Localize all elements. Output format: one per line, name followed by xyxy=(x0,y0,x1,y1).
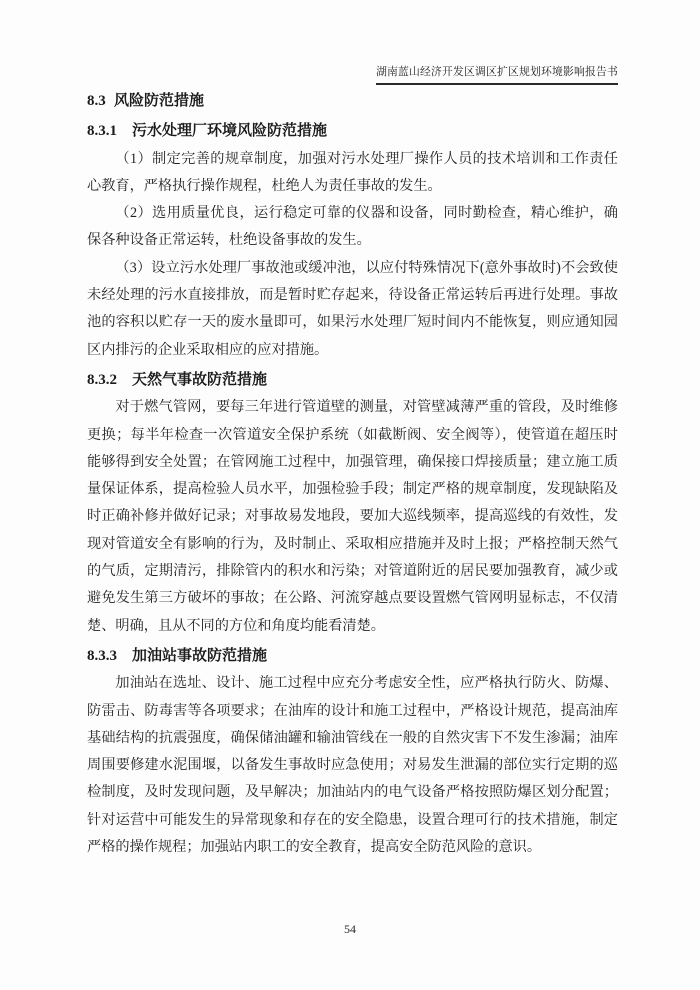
paragraph: （1）制定完善的规章制度，加强对污水处理厂操作人员的技术培训和工作责任心教育，严格执行操作规程，杜绝人为责任事故的发生。 xyxy=(87,150,618,194)
section-title: 风险防范措施 xyxy=(114,93,205,109)
subsection-title: 污水处理厂环境风险防范措施 xyxy=(132,123,328,140)
running-header xyxy=(87,62,618,85)
section-number: 8.3 xyxy=(87,93,106,109)
subsection-title: 天然气事故防范措施 xyxy=(132,371,268,388)
subsection-title: 加油站事故防范措施 xyxy=(132,647,268,664)
subsection-number: 8.3.2 xyxy=(87,371,117,388)
subsection-number: 8.3.1 xyxy=(87,123,117,140)
paragraph: （2）选用质量优良，运行稳定可靠的仪器和设备，同时勤检查，精心维护，确保各种设备正常运转，杜绝设备事故的发生。 xyxy=(87,205,618,249)
paragraph: （3）设立污水处理厂事故池或缓冲池，以应付特殊情况下(意外事故时)不会致使未经处理的污水直接排放，而是暂时贮存起来，待设备正常运转后再进行处理。事故池的容积以贮存一天的废水量即可，如果污水处理厂短时间内不能恢复，则应通知园区内排污的企业采取相应的应对措施。 xyxy=(87,259,618,358)
subsection-heading-8-3-3 xyxy=(87,643,618,670)
document-body xyxy=(87,88,618,861)
running-header-title: 湖南蓝山经济开发区调区扩区规划环境影响报告书 xyxy=(376,64,618,85)
subsection-heading-8-3-1 xyxy=(87,118,618,145)
paragraph: 加油站在选址、设计、施工过程中应充分考虑安全性，应严格执行防火、防爆、防雷击、防毒害等各项要求；在油库的设计和施工过程中，严格设计规范，提高油库基础结构的抗震强度，确保储油罐和输油管线在一般的自然灾害下不发生渗漏；油库周围要修建水泥围堰，以备发生事故时应急使用；对易发生泄漏的部位实行定期的巡检制度，及时发现问题，及早解决；加油站内的电气设备严格按照防爆区划分配置；针对运营中可能发生的异常现象和存在的安全隐患，设置合理可行的技术措施，制定严格的操作规程；加强站内职工的安全教育，提高安全防范风险的意识。 xyxy=(87,675,618,856)
subsection-heading-8-3-2 xyxy=(87,367,618,394)
page-number: 54 xyxy=(344,922,356,936)
paragraph: 对于燃气管网，要每三年进行管道壁的测量，对管壁减薄严重的管段，及时维修更换；每半年检查一次管道安全保护系统（如截断阀、安全阀等），使管道在超压时能够得到安全处置；在管网施工过程中，加强管理，确保接口焊接质量；建立施工质量保证体系，提高检验人员水平，加强检验手段；制定严格的规章制度，发现缺陷及时正确补修并做好记录；对事故易发地段，要加大巡线频率，提高巡线的有效性，发现对管道安全有影响的行为，及时制止、采取相应措施并及时上报；严格控制天然气的气质，定期清污，排除管内的积水和污染；对管道附近的居民要加强教育，减少或避免发生第三方破坏的事故；在公路、河流穿越点要设置燃气管网明显标志，不仅清楚、明确，且从不同的方位和角度均能看清楚。 xyxy=(87,399,618,634)
section-heading-8-3 xyxy=(87,88,618,115)
subsection-number: 8.3.3 xyxy=(87,647,117,664)
